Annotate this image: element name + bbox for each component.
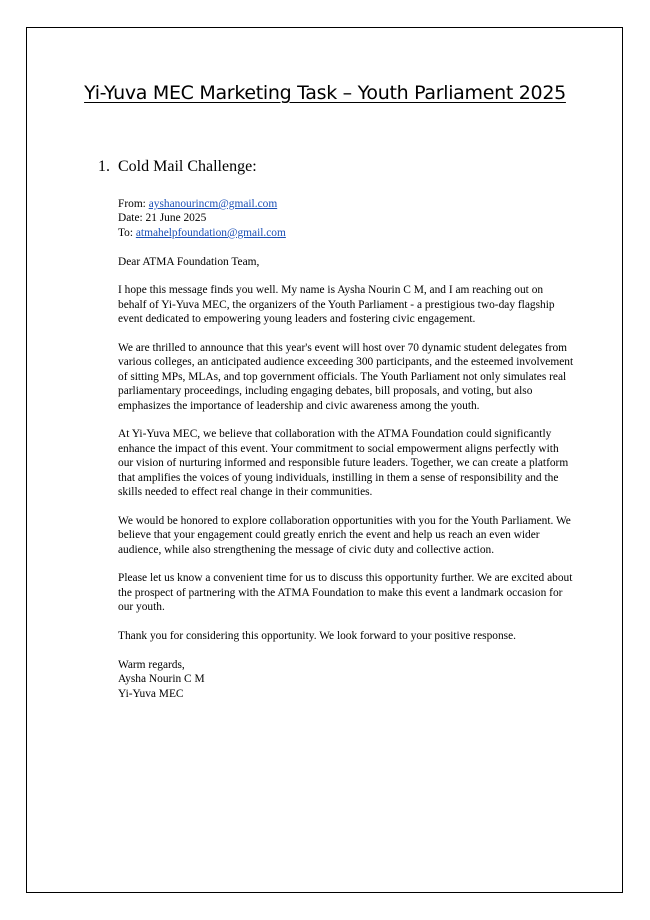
document-title: Yi-Yuva MEC Marketing Task – Youth Parliament 2025 [84,82,566,104]
to-label: To: [118,226,136,239]
signature-block [118,658,574,701]
to-line [118,226,574,240]
from-email-link[interactable]: ayshanourincm@gmail.com [148,198,278,210]
from-label: From: [118,198,149,210]
from-line [118,197,574,211]
greeting: Dear ATMA Foundation Team, [118,255,260,268]
section-number: 1. [98,158,110,175]
section-title: Cold Mail Challenge: [118,158,257,175]
paragraph-request: Please let us know a convenient time for us to discuss this opportunity further. We are excited about the prospect of partnering with the ATMA Foundation to make this event a landmark occasion for our youth. [118,572,573,614]
email-header [118,197,574,240]
paragraph-intro: I hope this message finds you well. My name is Aysha Nourin C M, and I am reaching out on behalf of Yi-Yuva MEC, the organizers of the Youth Parliament - a prestigious two-day flagship event dedicated to empowering young leaders and fostering civic engagement. [118,284,555,326]
paragraph-opportunity: We would be honored to explore collaboration opportunities with you for the Youth Parliament. We believe that your engagement could greatly enrich the event and help us reach an even wider audience, while also strengthening the message of civic duty and collective action. [118,514,571,556]
closing: Warm regards, [118,658,185,671]
paragraph-event-details: We are thrilled to announce that this year's event will host over 70 dynamic student delegates from various colleges, an anticipated audience exceeding 300 participants, and the esteemed involvement of sitting MPs, MLAs, and top government officials. The Youth Parliament not only simulates real parliamentary proceedings, including engaging debates, bill proposals, and voting, but also emphasizes the importance of leadership and civic awareness among the youth. [118,342,574,412]
paragraph-thanks: Thank you for considering this opportunity. We look forward to your positive response. [118,630,517,643]
signature-name: Aysha Nourin C M [118,673,205,686]
to-email-link[interactable]: atmahelpfoundation@gmail.com [135,226,286,239]
signature-org: Yi-Yuva MEC [118,687,184,700]
paragraph-collaboration: At Yi-Yuva MEC, we believe that collaboration with the ATMA Foundation could significantly enhance the impact of this event. Your commitment to social empowerment aligns perfectly with our vision of nurturing informed and responsible future leaders. Together, we can create a platform that amplifies the voices of young individuals, instilling in them a sense of responsibility and the skills needed to effect real change in their communities. [118,428,569,499]
date-line: Date: 21 June 2025 [118,212,207,225]
section-heading [98,158,257,176]
email-letter [118,197,574,715]
